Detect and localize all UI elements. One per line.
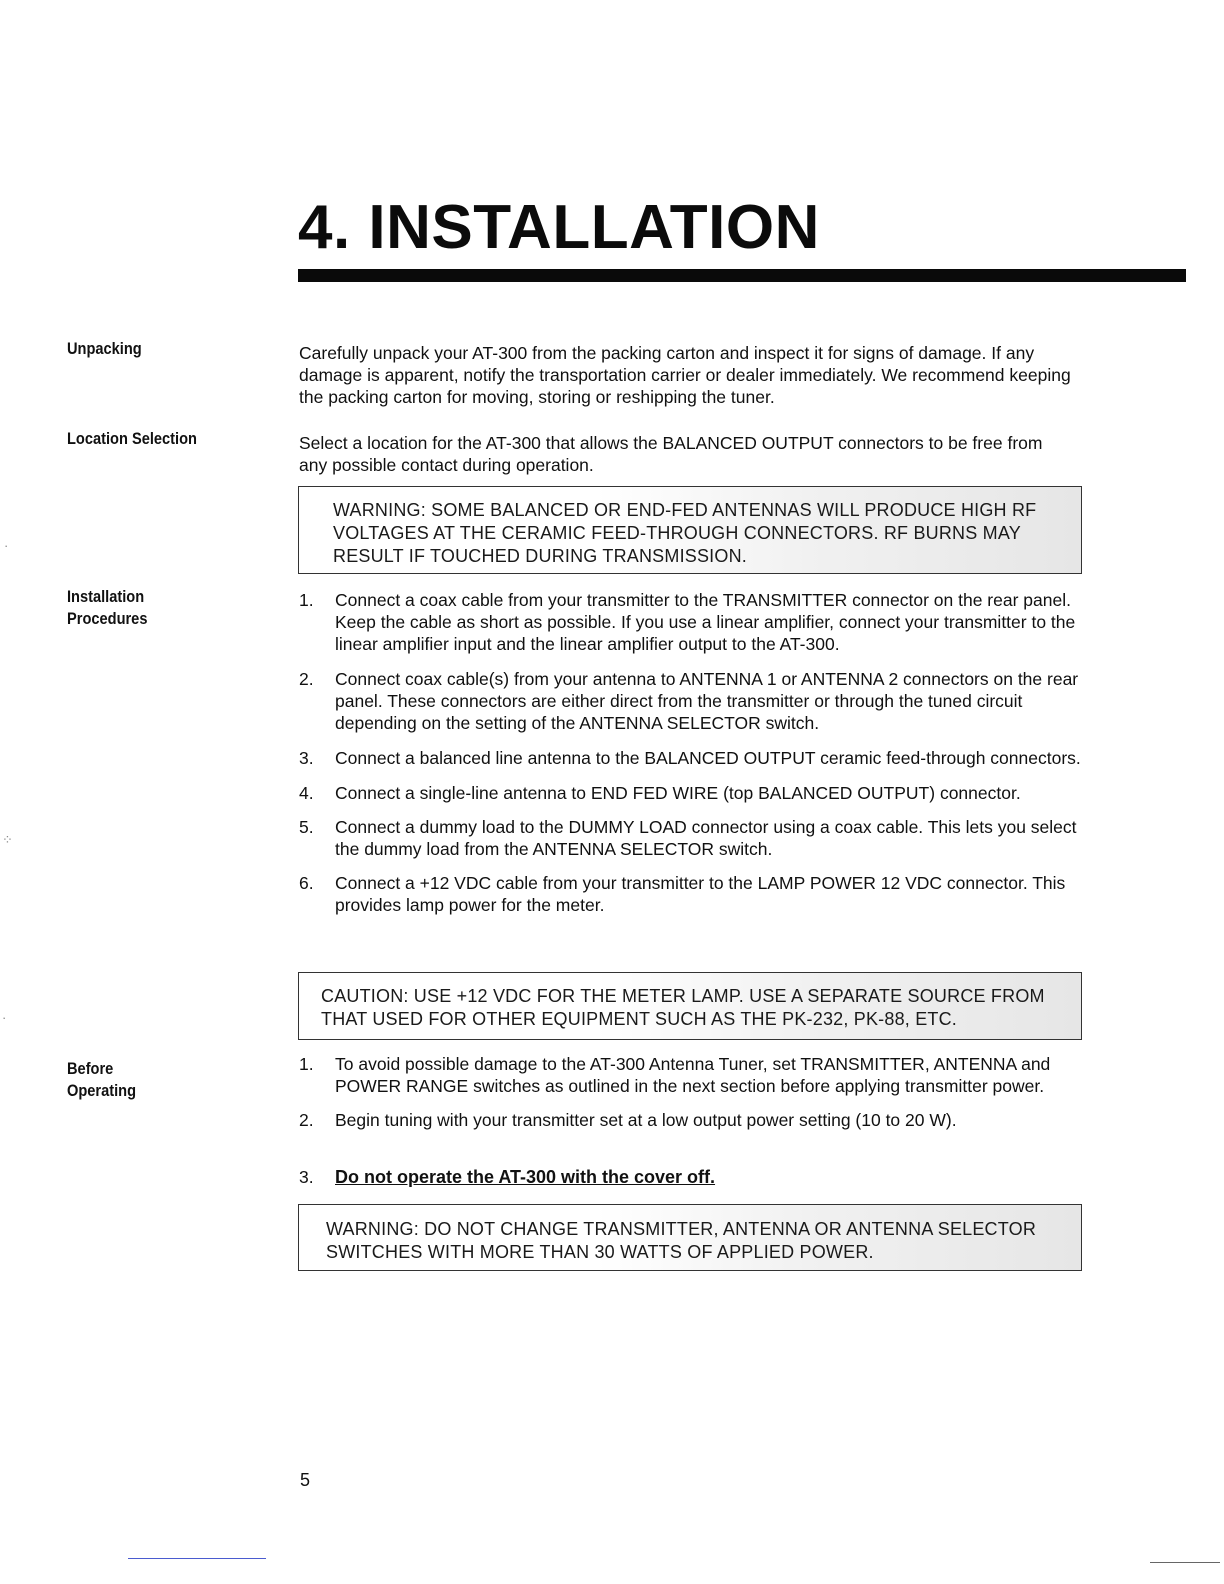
do-not-operate-cover-off-text: Do not operate the AT-300 with the cover off.: [335, 1167, 716, 1187]
sidebar-heading-before-operating: [67, 1058, 239, 1102]
sidebar-heading-before-line1: Before: [67, 1059, 114, 1078]
list-item: [299, 668, 1099, 734]
page-title: 4. INSTALLATION: [298, 193, 820, 262]
list-item: [299, 1053, 1099, 1097]
list-item: [299, 782, 1099, 804]
switch-warning-text: WARNING: DO NOT CHANGE TRANSMITTER, ANTENNA OR ANTENNA SELECTOR SWITCHES WITH MORE THAN 30 WATTS OF APPLIED POWER.: [326, 1219, 1037, 1262]
list-number: 1.: [299, 590, 314, 610]
list-item-text: Begin tuning with your transmitter set at a low output power setting (10 to 20 W).: [335, 1110, 957, 1130]
rf-warning-box: [298, 486, 1082, 574]
list-item-text: Connect a single-line antenna to END FED WIRE (top BALANCED OUTPUT) connector.: [335, 783, 1021, 803]
installation-steps-list: [299, 589, 1099, 916]
list-item: [299, 872, 1099, 916]
sidebar-heading-location: Location Selection: [67, 429, 197, 448]
sidebar-heading-unpacking: Unpacking: [67, 339, 142, 358]
list-item-text: Connect a balanced line antenna to the BALANCED OUTPUT ceramic feed-through connectors.: [335, 748, 1081, 768]
list-item-text: Connect a +12 VDC cable from your transmitter to the LAMP POWER 12 VDC connector. This provides lamp power for the meter.: [335, 873, 1066, 915]
list-item: [299, 747, 1099, 769]
list-item-text: Connect a dummy load to the DUMMY LOAD connector using a coax cable. This lets you select the dummy load from the ANTENNA SELECTOR switch.: [335, 817, 1077, 859]
sidebar-heading-installation: [67, 586, 239, 630]
sidebar-heading-installation-line1: Installation: [67, 587, 145, 606]
list-number: 4.: [299, 783, 314, 803]
scan-speck: ·: [4, 538, 9, 553]
caution-text: CAUTION: USE +12 VDC FOR THE METER LAMP. USE A SEPARATE SOURCE FROM THAT USED FOR OTHER EQUIPMENT SUCH AS THE PK-232, PK-88, ETC.: [321, 986, 1045, 1029]
list-number: 3.: [299, 748, 314, 768]
list-item-text: Connect a coax cable from your transmitter to the TRANSMITTER connector on the rear panel. Keep the cable as short as possible. If you use a linear amplifier, connect your transmitter to the linear amplifier input and the linear amplifier output to the AT-300.: [335, 590, 1076, 654]
scan-edge-line: [128, 1558, 266, 1559]
scan-speck: ⁘: [2, 832, 13, 847]
page-number: 5: [300, 1470, 311, 1490]
list-item-text: To avoid possible damage to the AT-300 Antenna Tuner, set TRANSMITTER, ANTENNA and POWER RANGE switches as outlined in the next section before applying transmitter power.: [335, 1054, 1051, 1096]
sidebar-heading-before-line2: Operating: [67, 1081, 137, 1100]
location-paragraph: Select a location for the AT-300 that allows the BALANCED OUTPUT connectors to be free from any possible contact during operation.: [299, 433, 1043, 475]
title-rule: [298, 269, 1186, 282]
list-item-text: Connect coax cable(s) from your antenna to ANTENNA 1 or ANTENNA 2 connectors on the rear panel. These connectors are either direct from the transmitter or through the tuned circuit depending on the setting of the ANTENNA SELECTOR switch.: [335, 669, 1079, 733]
list-number: 6.: [299, 873, 314, 893]
list-number: 5.: [299, 817, 314, 837]
scan-speck: ·: [2, 1010, 7, 1025]
rf-warning-text: WARNING: SOME BALANCED OR END-FED ANTENNAS WILL PRODUCE HIGH RF VOLTAGES AT THE CERAMIC FEED-THROUGH CONNECTORS. RF BURNS MAY RESULT IF TOUCHED DURING TRANSMISSION.: [333, 500, 1037, 566]
list-number: 2.: [299, 669, 314, 689]
before-operating-steps-list: [299, 1053, 1099, 1131]
list-number: 2.: [299, 1110, 314, 1130]
list-item: [299, 816, 1099, 860]
unpacking-paragraph: Carefully unpack your AT-300 from the packing carton and inspect it for signs of damage. If any damage is apparent, notify the transportation carrier or dealer immediately. We recommend keeping the packing carton for moving, storing or reshipping the tuner.: [299, 343, 1071, 407]
list-item: [299, 589, 1099, 655]
scan-edge-line: [1150, 1562, 1220, 1563]
caution-box: [298, 972, 1082, 1040]
list-number: 3.: [299, 1167, 314, 1187]
list-number: 1.: [299, 1054, 314, 1074]
list-item: [299, 1109, 1099, 1131]
sidebar-heading-installation-line2: Procedures: [67, 609, 148, 628]
switch-warning-box: [298, 1204, 1082, 1271]
